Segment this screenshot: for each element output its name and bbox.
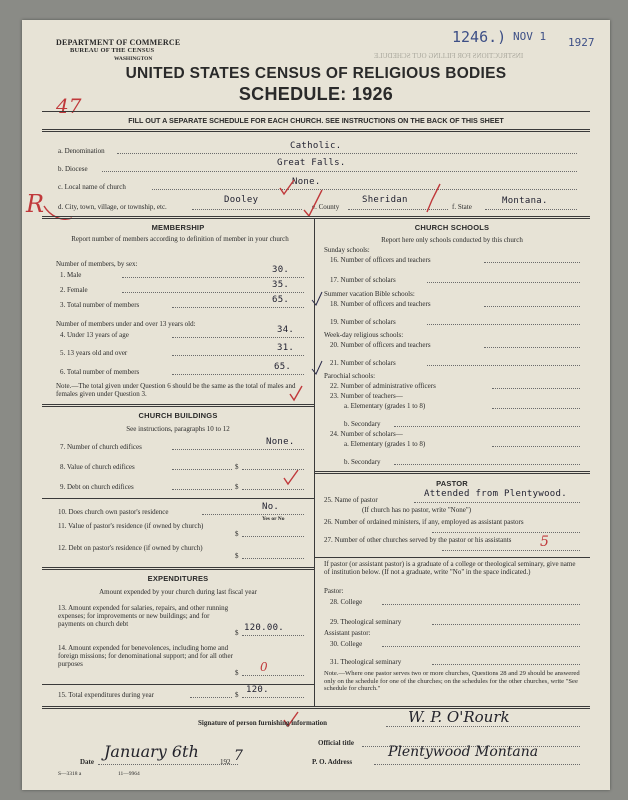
assistant-pastor-label: Assistant pastor: [324,629,371,637]
local-name-value: None. [292,177,321,187]
q7-label: 7. Number of church edifices [60,443,142,451]
bureau-city: WASHINGTON [114,56,153,62]
diocese-value: Great Falls. [277,158,346,168]
form-number-2: 11—9964 [118,771,140,777]
check-mark-icon [427,184,440,212]
pastor-sub-label: Pastor: [324,587,344,595]
q1-label: 1. Male [60,271,82,279]
check-mark-icon [280,180,294,194]
form-title: UNITED STATES CENSUS OF RELIGIOUS BODIES [125,65,507,82]
po-address-value: Plentywood Montana [388,744,539,760]
signature-value: W. P. O'Rourk [408,708,510,726]
q8-dollar: $ [235,463,239,471]
q21-label: 21. Number of scholars [330,359,396,367]
county-label: e. County [312,203,340,211]
red-pencil-number: 47 [56,94,82,118]
q14-value: 0 [260,660,268,674]
q23b-label: b. Secondary [344,420,381,428]
pastor-title: PASTOR [436,479,468,488]
q3-label: 3. Total number of members [60,301,140,309]
year-value: 7 [234,748,243,764]
q25-hint: (If church has no pastor, write "None") [362,506,472,514]
instruction-banner: FILL OUT A SEPARATE SCHEDULE FOR EACH CHURCH. SEE INSTRUCTIONS ON THE BACK OF THIS SHEET [128,116,504,125]
q23-label: 23. Number of teachers— [330,392,403,400]
date-value: January 6th [104,742,199,761]
signature-label: Signature of person furnishing information [198,719,327,727]
q5-value: 31. [277,343,295,353]
received-stamp-date: NOV 1 [513,30,547,43]
q25-label: 25. Name of pastor [324,496,378,504]
q15-dollar: $ [235,691,239,699]
q30-label: 30. College [330,640,363,648]
members-by-sex-label: Number of members, by sex: [56,260,138,268]
q10-label: 10. Does church own pastor's residence [58,508,169,516]
q14-dollar: $ [235,669,239,677]
q6-value: 65. [274,362,292,372]
parochial-schools-label: Parochial schools: [324,372,376,380]
q11-dollar: $ [235,530,239,538]
membership-title: MEMBERSHIP [151,223,205,232]
q17-label: 17. Number of scholars [330,276,396,284]
q23a-label: a. Elementary (grades 1 to 8) [344,402,426,410]
q9-dollar: $ [235,483,239,491]
local-name-label: c. Local name of church [58,183,126,191]
form-number: S—3318 a [58,771,82,777]
bleed-through-text: INSTRUCTIONS FOR FILLING OUT SCHEDULE [374,52,524,60]
state-label: f. State [452,203,472,211]
q22-label: 22. Number of administrative officers [330,382,436,390]
county-value: Sheridan [362,195,408,205]
q27-value: 5 [540,534,549,550]
bureau-name: BUREAU OF THE CENSUS [70,47,155,54]
sunday-schools-label: Sunday schools: [324,246,370,254]
membership-intro: Report number of members according to definition of member in your church [71,235,289,243]
q2-value: 35. [272,280,290,290]
received-stamp-number: 1246.) [452,28,507,46]
buildings-sub: See instructions, paragraphs 10 to 12 [126,425,230,433]
q13-label: 13. Amount expended for salaries, repairs, and other running expenses; for improvements or new buildings; and for payments on church debt [58,604,229,628]
expenditures-sub: Amount expended by your church during last fiscal year [99,588,257,596]
q15-label: 15. Total expenditures during year [58,691,154,699]
college-note: If pastor (or assistant pastor) is a graduate of a college or theological seminary, give name of institution below. (If not a graduate, write "No" in the space indicated.) [324,560,576,576]
pastor-note: Note.—Where one pastor serves two or more churches, Questions 28 and 29 should be answered only on the schedule for one of the churches; on the schedules for the other churches, write "See schedule for church." [324,670,580,692]
form-subtitle: SCHEDULE: 1926 [238,84,394,104]
q1-value: 30. [272,265,290,275]
expenditures-title: EXPENDITURES [147,574,209,583]
membership-note: Note.—The total given under Question 6 should be the same as the total of males and females given under Question 3. [56,382,296,398]
q4-value: 34. [277,325,295,335]
state-value: Montana. [502,196,548,206]
schools-sub: Report here only schools conducted by this church [381,236,523,244]
year-prefix: 192 [220,758,231,766]
q5-label: 5. 13 years old and over [60,349,128,357]
q27-label: 27. Number of other churches served by the pastor or his assistants [324,536,512,544]
official-title-label: Official title [318,739,354,747]
q20-label: 20. Number of officers and teachers [330,341,431,349]
census-schedule-sheet [22,20,610,790]
q19-label: 19. Number of scholars [330,318,396,326]
q13-value: 120.00. [244,623,285,633]
q24b-label: b. Secondary [344,458,381,466]
q29-label: 29. Theological seminary [330,618,402,626]
q3-value: 65. [272,295,290,305]
city-value: Dooley [224,195,259,205]
q31-label: 31. Theological seminary [330,658,402,666]
schools-title: CHURCH SCHOOLS [414,223,490,232]
summer-schools-label: Summer vacation Bible schools: [324,290,415,298]
q2-label: 2. Female [60,286,88,294]
q8-label: 8. Value of church edifices [60,463,135,471]
q14-label: 14. Amount expended for benevolences, including home and foreign missions; for denominational support; and for all other purposes [58,644,233,668]
q15-value: 120. [246,685,269,695]
q24a-label: a. Elementary (grades 1 to 8) [344,440,426,448]
denomination-label: a. Denomination [58,147,105,155]
q18-label: 18. Number of officers and teachers [330,300,431,308]
q11-label: 11. Value of pastor's residence (if owned by church) [58,522,204,530]
weekday-schools-label: Week-day religious schools: [324,331,404,339]
date-label: Date [80,758,94,766]
diocese-label: b. Diocese [58,165,88,173]
check-mark-icon [284,470,298,484]
q25-value: Attended from Plentywood. [424,489,567,499]
q26-label: 26. Number of ordained ministers, if any, employed as assistant pastors [324,518,524,526]
q4-label: 4. Under 13 years of age [60,331,129,339]
q16-label: 16. Number of officers and teachers [330,256,431,264]
q12-dollar: $ [235,552,239,560]
denomination-value: Catholic. [290,141,342,151]
q13-dollar: $ [235,629,239,637]
buildings-title: CHURCH BUILDINGS [138,411,218,420]
age-intro-label: Number of members under and over 13 years old: [56,320,196,328]
q24-label: 24. Number of scholars— [330,430,403,438]
q12-label: 12. Debt on pastor's residence (if owned by church) [58,544,203,552]
check-mark-icon [304,190,322,216]
q9-label: 9. Debt on church edifices [60,483,134,491]
q28-label: 28. College [330,598,363,606]
red-pencil-mark: R [26,190,45,218]
q7-value: None. [266,437,295,447]
department-name: DEPARTMENT OF COMMERCE [56,38,181,47]
q10-value: No. [262,502,280,512]
q6-label: 6. Total number of members [60,368,140,376]
q10-hint: Yes or No [262,516,285,522]
city-label: d. City, town, village, or township, etc. [58,203,167,211]
po-address-label: P. O. Address [312,758,353,766]
received-stamp-year: 1927 [568,36,595,49]
